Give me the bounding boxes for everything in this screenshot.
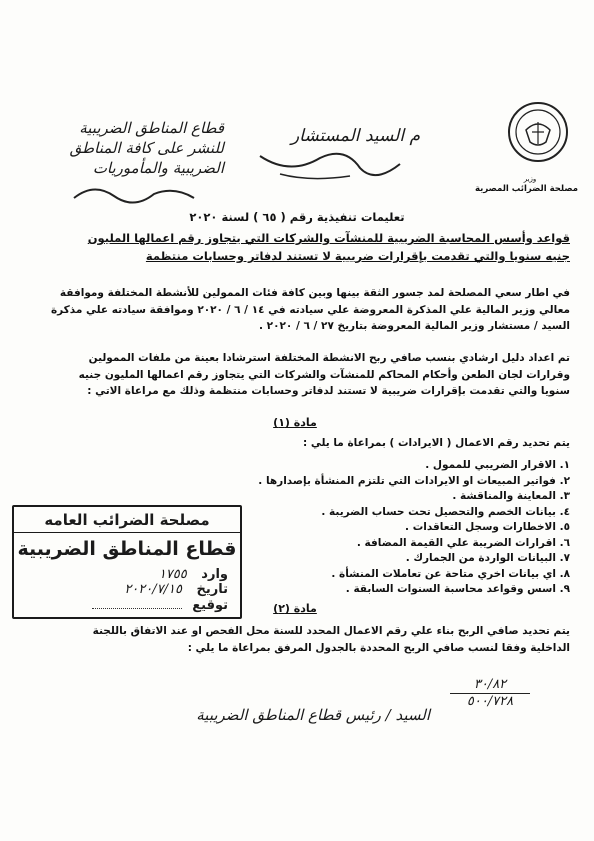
list-item: ٧. البيانات الواردة من الجمارك . [405, 552, 570, 564]
logo-caption-minister: وزير [523, 175, 537, 183]
handwritten-fraction [440, 676, 540, 709]
stamp-date-value: ٢٠٢٠/٧/١٥ [124, 582, 182, 597]
list-item: ٣. المعاينة والمناقشة . [452, 490, 570, 502]
handwritten-line: قطاع المناطق الضريبية [79, 119, 224, 137]
stamp-incoming-row [22, 567, 228, 582]
list-item: ٩. اسس وقواعد محاسبة السنوات السابقة . [345, 583, 570, 595]
fraction-top: ٣٠/٨٢ [473, 677, 507, 692]
paragraph-guide: تم اعداد دليل ارشادي بنسب صافي ربح الانشطة المختلفة استرشادا بعينة من ملفات الممولين وقرارات لجان الطعن وأحكام المحاكم للمنشآت والشركات التي يتجاوز رقم اعمالها المليون جنيه سنويا والتي تقدمت بإقرارات ضريبية لا تستند لدفاتر وحسابات منتظمة وذلك مع مراعاة الاتي : [78, 352, 570, 397]
handwritten-line: للنشر على كافة المناطق [69, 139, 224, 157]
handwritten-note [4, 118, 224, 212]
stamp-incoming-value: ١٧٥٥ [158, 567, 187, 582]
list-item: ٦. اقرارات الضريبة علي القيمة المضافة . [356, 536, 570, 549]
signature-scribble-icon [250, 146, 420, 186]
list-item: ٥. الاخطارات وسجل التعاقدات . [405, 521, 570, 533]
logo-caption-authority: مصلحة الضرائب المصرية [475, 184, 578, 194]
list-item: ٨. اي بيانات اخري متاحة عن تعاملات المنشأة . [331, 567, 570, 580]
list-item: ٢. فواتير المبيعات او الايرادات التي تلتزم المنشأة بإصدارها . [258, 474, 570, 487]
stamp-sign-line [92, 598, 182, 609]
stamp-date-label: تاريخ [196, 582, 228, 597]
list-item: ٤. بيانات الخصم والتحصيل تحت حساب الضريبة . [321, 505, 570, 518]
handwritten-scribble-icon [4, 178, 224, 208]
stamp-sign-label: توقيع [192, 598, 228, 613]
article-2-heading: مادة (٢) [273, 602, 317, 615]
handwritten-addressee: السيد / رئيس قطاع المناطق الضريبية [196, 706, 430, 724]
stamp-date-row [22, 582, 228, 597]
article-1-intro: يتم تحديد رقم الاعمال ( الايرادات ) بمراعاة ما يلي : [303, 437, 570, 449]
fraction-bottom: ٥٠٠/٧٢٨ [466, 694, 514, 709]
document-title: تعليمات تنفيذية رقم ( ٦٥ ) لسنة ٢٠٢٠ [189, 210, 405, 224]
stamp-incoming-label: وارد [201, 567, 228, 582]
eagle-seal-icon [506, 100, 570, 164]
incoming-stamp [12, 505, 242, 619]
article-1-heading: مادة (١) [273, 416, 317, 429]
signature-text: م السيد المستشار [290, 126, 420, 146]
handwritten-line: الضريبية والمأموريات [92, 159, 224, 177]
stamp-sign-row [22, 598, 228, 613]
article-2-text: يتم تحديد صافي الربح بناء علي رقم الاعمال المحدد للسنة محل الفحص او عند الاتفاق باللجنة الداخلية وفقا لنسب صافي الربح المحددة بالجدول المرفق بمراعاة ما يلي : [92, 625, 570, 654]
paragraph-intro: في اطار سعي المصلحة لمد جسور الثقة بينها وبين كافة فئات الممولين للأنشطة المختلفة وموافقة معالي وزير المالية علي المذكرة المعروضة علي سيادته في ١٤ / ٦ / ٢٠٢٠ وموافقة سيادته علي مذكرة السيد / مستشار وزير المالية المعروضة بتاريخ ٢٧ / ٦ / ٢٠٢٠ . [50, 287, 570, 332]
document-subject: قواعد وأسس المحاسبة الضريبية للمنشآت والشركات التي يتجاوز رقم اعمالها المليون جنيه سنويا والتي تقدمت بإقرارات ضريبية لا تستند لدفاتر وحسابات منتظمة [87, 231, 570, 263]
stamp-org: مصلحة الضرائب العامه [14, 511, 240, 533]
handwritten-signature [250, 126, 420, 190]
stamp-sector: قطاع المناطق الضريبية [17, 538, 237, 560]
list-item: ١. الاقرار الضريبي للممول . [425, 459, 570, 471]
